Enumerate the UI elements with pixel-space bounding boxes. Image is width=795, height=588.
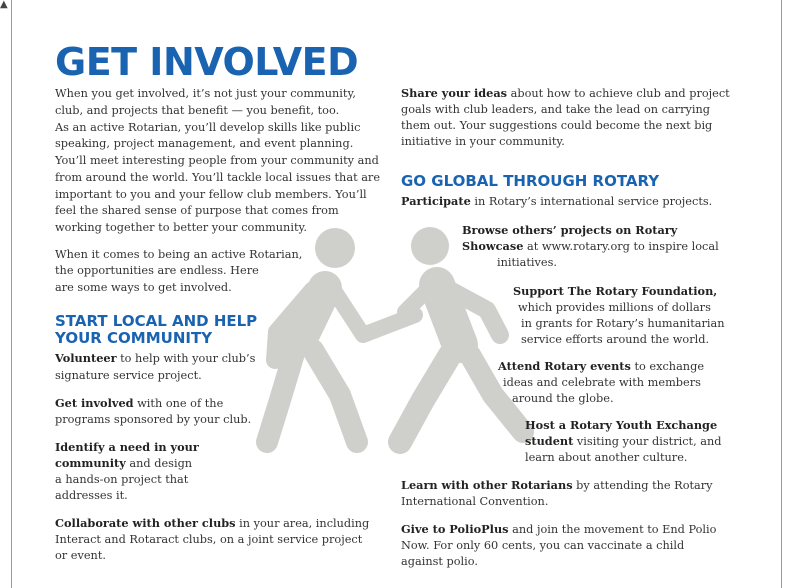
intro-line: speaking, project management, and event planning. (55, 137, 354, 150)
get-involved-item (55, 395, 223, 412)
attend-text: to exchange (630, 360, 705, 373)
get-involved-label: Get involved (55, 396, 134, 410)
share-label: Share your ideas (401, 86, 508, 100)
identify-label: Identify a need in your (55, 440, 199, 454)
host-text: visiting your district, and (573, 435, 722, 448)
attend-label: Attend Rotary events (498, 359, 631, 373)
identify-label-cont: community (55, 456, 126, 470)
attend-text-line: around the globe. (512, 392, 614, 405)
left-figure-front-leg (313, 350, 357, 442)
support-text-line: in grants for Rotary’s humanitarian (521, 317, 725, 330)
identify-text-line: a hands-on project that (55, 473, 189, 486)
intro-line: As an active Rotarian, you’ll develop skills like public (55, 121, 361, 134)
give-item (401, 521, 716, 538)
right-figure-head (411, 227, 449, 265)
browse-text: at www.rotary.org to inspire local (523, 240, 719, 253)
attend-item (498, 358, 704, 375)
resize-corner-icon: ▲ (0, 0, 8, 10)
host-text-line: learn about another culture. (525, 451, 688, 464)
collaborate-text: in your area, including (235, 517, 370, 530)
learn-item (401, 477, 713, 494)
local-heading-line: START LOCAL AND HELP (55, 312, 258, 330)
right-figure-front-leg (400, 355, 450, 442)
share-item (401, 85, 730, 102)
local-heading-line: YOUR COMMUNITY (55, 329, 213, 347)
give-text-line: Now. For only 60 cents, you can vaccinate a child (401, 539, 685, 552)
browse-item (462, 222, 677, 239)
give-text: and join the movement to End Polio (508, 523, 717, 536)
identify-text: and design (125, 457, 193, 470)
participate-label: Participate (401, 194, 471, 208)
share-text-line: them out. Your suggestions could become the next big (401, 119, 713, 132)
give-text-line: against polio. (401, 555, 478, 568)
intro-line: club, and projects that benefit — you benefit, too. (55, 104, 340, 117)
volunteer-label: Volunteer (55, 351, 117, 365)
browse-label: Browse others’ projects on Rotary (462, 223, 678, 237)
attend-text-line: ideas and celebrate with members (503, 376, 701, 389)
left-figure-head (315, 228, 355, 268)
global-heading: GO GLOBAL THROUGH ROTARY (401, 172, 660, 190)
identify-item (55, 439, 199, 456)
participate-item (401, 193, 712, 210)
share-text: about how to achieve club and project (507, 87, 730, 100)
browse-text-line: initiatives. (497, 256, 557, 269)
collaborate-item (55, 515, 369, 532)
volunteer-text: to help with your club’s (116, 352, 256, 365)
get-involved-text-line: programs sponsored by your club. (55, 413, 252, 426)
volunteer-item (55, 350, 255, 367)
learn-text: by attending the Rotary (572, 479, 713, 492)
support-item (513, 283, 717, 300)
learn-label: Learn with other Rotarians (401, 478, 573, 492)
intro2-line: the opportunities are endless. Here (55, 264, 259, 277)
host-label: Host a Rotary Youth Exchange (525, 418, 718, 432)
intro2-line: When it comes to being an active Rotarian, (55, 248, 303, 261)
collaborate-text-line: or event. (55, 549, 106, 562)
intro-line: working together to better your community. (55, 221, 307, 234)
identify-item-line (55, 455, 192, 472)
share-text-line: goals with club leaders, and take the lead on carrying (401, 103, 711, 116)
browse-label-cont: Showcase (462, 239, 524, 253)
intro2-line: are some ways to get involved. (55, 281, 232, 294)
host-item-line (525, 433, 722, 450)
host-label-cont: student (525, 434, 574, 448)
intro-line: You’ll meet interesting people from your community and (55, 154, 379, 167)
support-text-line: service efforts around the world. (521, 333, 710, 346)
collaborate-text-line: Interact and Rotaract clubs, on a joint service project (55, 533, 363, 546)
intro-line: feel the shared sense of purpose that comes from (55, 204, 339, 217)
identify-text-line: addresses it. (55, 489, 128, 502)
participate-text: in Rotary’s international service projects. (470, 195, 713, 208)
intro-line: from around the world. You’ll tackle local issues that are (55, 171, 381, 184)
volunteer-text-line: signature service project. (55, 369, 202, 382)
get-involved-text: with one of the (133, 397, 224, 410)
collaborate-label: Collaborate with other clubs (55, 516, 236, 530)
support-text-line: which provides millions of dollars (518, 301, 711, 314)
intro-line: When you get involved, it’s not just your community, (55, 87, 356, 100)
learn-text-line: International Convention. (401, 495, 549, 508)
share-text-line: initiative in your community. (401, 135, 565, 148)
intro-line: important to you and your fellow club members. You’ll (55, 188, 367, 201)
support-label: Support The Rotary Foundation, (513, 284, 718, 298)
give-label: Give to PolioPlus (401, 522, 509, 536)
page-title: GET INVOLVED (55, 40, 359, 84)
right-figure-shake-arm (405, 290, 427, 312)
host-item (525, 417, 717, 434)
browse-item-line (462, 238, 719, 255)
